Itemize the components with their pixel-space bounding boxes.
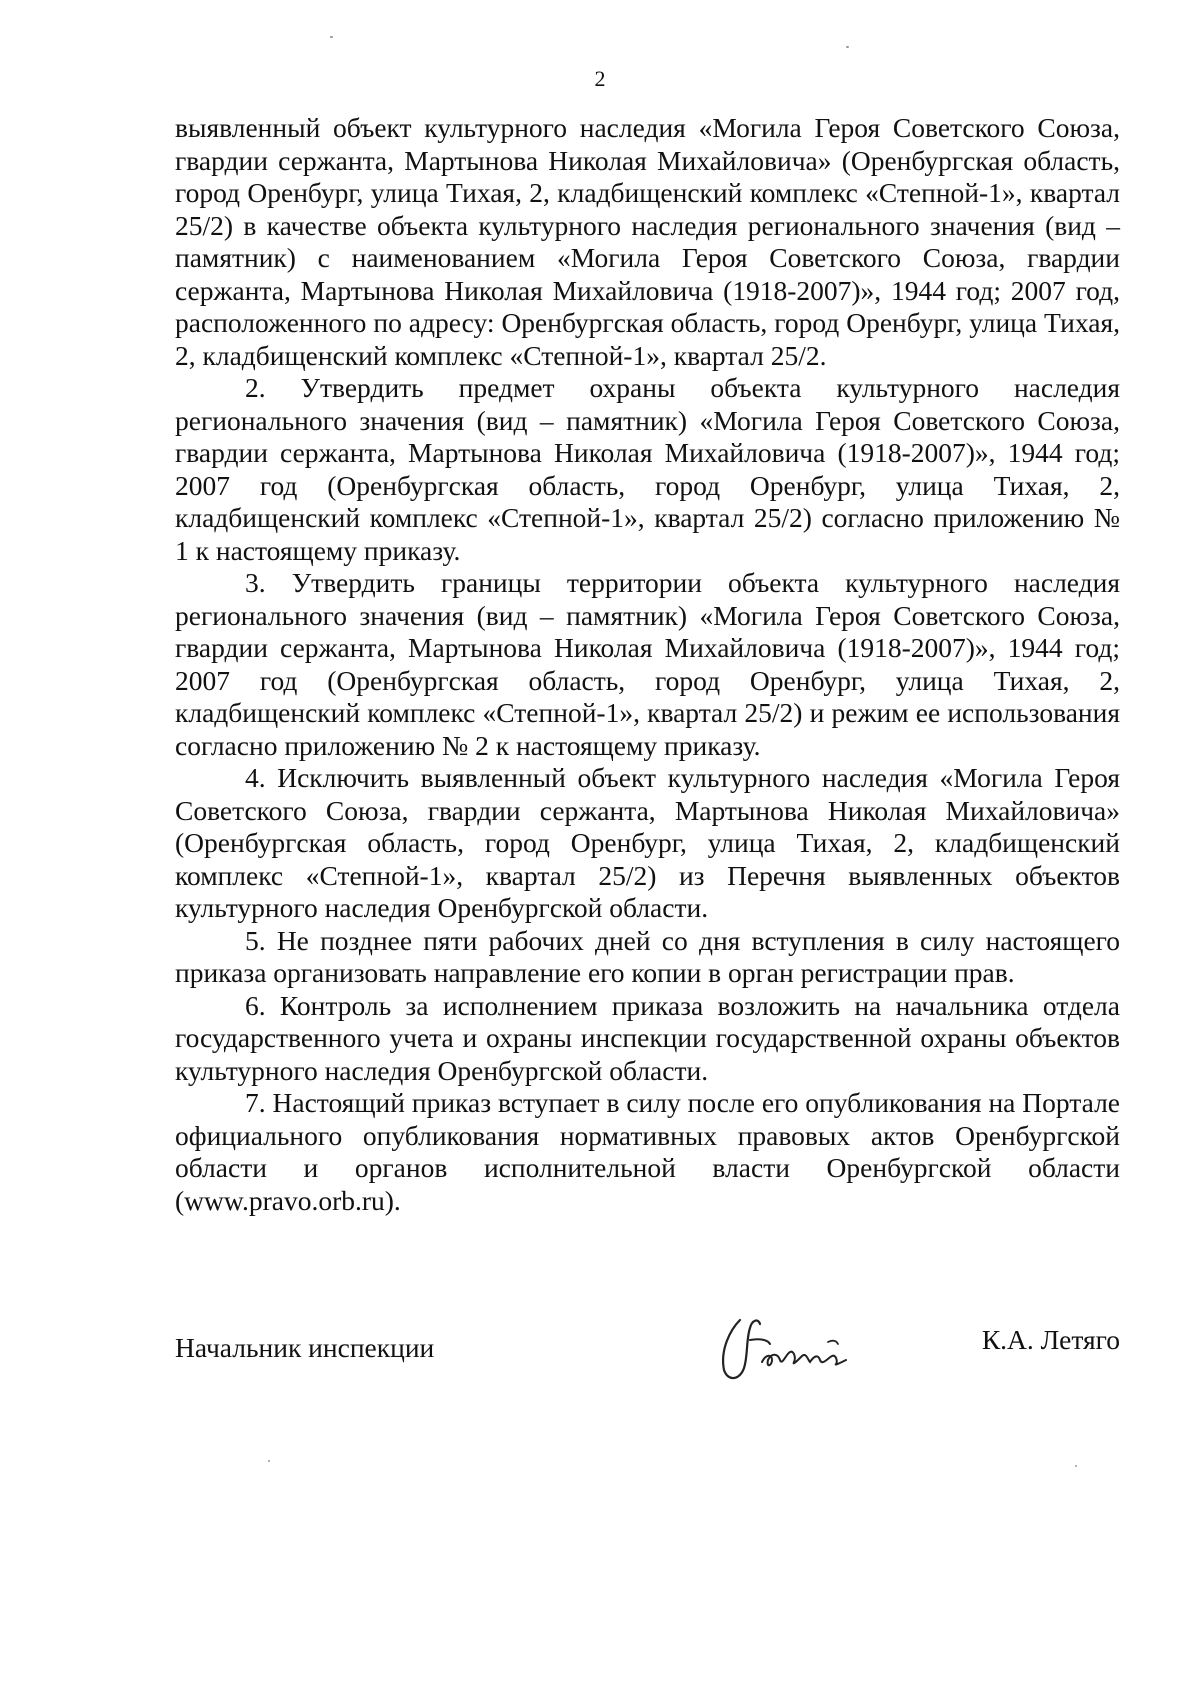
paragraph-item-6: 6. Контроль за исполнением приказа возложить на начальника отдела государственного учета и охраны инспекции государственной охраны объектов культурного наследия Оренбургской области.	[175, 989, 1120, 1086]
document-body	[175, 112, 1120, 1217]
paragraph-item-5: 5. Не позднее пяти рабочих дней со дня вступления в силу настоящего приказа организовать направление его копии в орган регистрации прав.	[175, 924, 1120, 988]
signature-block	[175, 1310, 1120, 1390]
scan-speck	[1075, 1465, 1077, 1467]
handwritten-signature-icon	[710, 1310, 870, 1390]
scan-speck	[268, 1460, 270, 1462]
paragraph-continuation: выявленный объект культурного наследия «Могила Героя Советского Союза, гвардии сержанта, Мартынова Николая Михайловича» (Оренбургская область, город Оренбург, улица Тихая, 2, кладбищенский комплекс «Степной-1», квартал 25/2) в качестве объекта культурного наследия регионального значения (вид – памятник) с наименованием «Могила Героя Советского Союза, гвардии сержанта, Мартынова Николая Михайловича (1918-2007)», 1944 год; 2007 год, расположенного по адресу: Оренбургская область, город Оренбург, улица Тихая, 2, кладбищенский комплекс «Степной-1», квартал 25/2.	[175, 112, 1120, 371]
page-number: 2	[594, 66, 606, 91]
paragraph-item-4: 4. Исключить выявленный объект культурного наследия «Могила Героя Советского Союза, гвардии сержанта, Мартынова Николая Михайловича» (Оренбургская область, город Оренбург, улица Тихая, 2, кладбищенский комплекс «Степной-1», квартал 25/2) из Перечня выявленных объектов культурного наследия Оренбургской области.	[175, 762, 1120, 923]
signer-title: Начальник инспекции	[175, 1332, 435, 1363]
scan-speck	[846, 46, 849, 48]
scan-speck	[330, 36, 333, 38]
paragraph-item-7: 7. Настоящий приказ вступает в силу после его опубликования на Портале официального опубликования нормативных правовых актов Оренбургской области и органов исполнительной власти Оренбургской области (www.pravo.orb.ru).	[175, 1087, 1120, 1216]
paragraph-item-2: 2. Утвердить предмет охраны объекта культурного наследия регионального значения (вид – памятник) «Могила Героя Советского Союза, гвардии сержанта, Мартынова Николая Михайловича (1918-2007)», 1944 год; 2007 год (Оренбургская область, город Оренбург, улица Тихая, 2, кладбищенский комплекс «Степной-1», квартал 25/2) согласно приложению № 1 к настоящему приказу.	[175, 372, 1120, 566]
signer-name: К.А. Летяго	[981, 1324, 1120, 1355]
paragraph-item-3: 3. Утвердить границы территории объекта культурного наследия регионального значения (вид – памятник) «Могила Героя Советского Союза, гвардии сержанта, Мартынова Николая Михайловича (1918-2007)», 1944 год; 2007 год (Оренбургская область, город Оренбург, улица Тихая, 2, кладбищенский комплекс «Степной-1», квартал 25/2) и режим ее использования согласно приложению № 2 к настоящему приказу.	[175, 567, 1120, 761]
